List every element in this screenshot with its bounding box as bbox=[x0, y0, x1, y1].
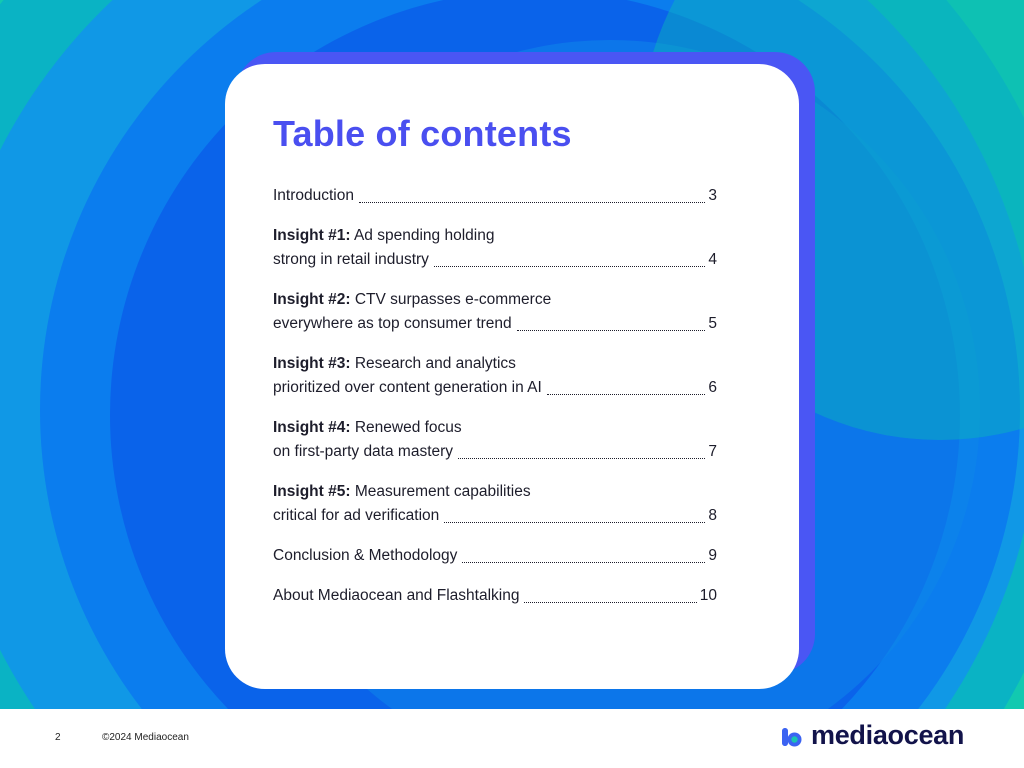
toc-entry-label: Insight #2: bbox=[273, 291, 351, 308]
toc-entry-insight-5[interactable] bbox=[273, 480, 717, 528]
toc-page-number: 8 bbox=[708, 507, 717, 524]
dot-leader bbox=[444, 522, 705, 523]
toc-entry-insight-4[interactable] bbox=[273, 416, 717, 464]
dot-leader bbox=[434, 266, 705, 267]
toc-entry-text: strong in retail industry bbox=[273, 251, 429, 268]
toc-entry-about[interactable] bbox=[273, 584, 717, 608]
toc-entry-text: everywhere as top consumer trend bbox=[273, 315, 512, 332]
mediaocean-logo bbox=[778, 722, 964, 749]
toc-entry-heading: Ad spending holding bbox=[350, 227, 495, 244]
toc-page-number: 5 bbox=[708, 315, 717, 332]
logo-wordmark: mediaocean bbox=[811, 720, 965, 750]
toc-entry-text: Conclusion & Methodology bbox=[273, 547, 458, 564]
toc-entry-text: critical for ad verification bbox=[273, 507, 440, 524]
toc-entry-heading: Renewed focus bbox=[350, 419, 462, 436]
toc-entry-introduction[interactable] bbox=[273, 184, 717, 208]
dot-leader bbox=[517, 330, 706, 331]
toc-list bbox=[273, 184, 717, 608]
toc-entry-text: About Mediaocean and Flashtalking bbox=[273, 587, 520, 604]
dot-leader bbox=[524, 602, 696, 603]
toc-page-number: 4 bbox=[708, 251, 717, 268]
toc-entry-insight-2[interactable] bbox=[273, 288, 717, 336]
toc-entry-text: prioritized over content generation in AI bbox=[273, 379, 542, 396]
footer-copyright: ©2024 Mediaocean bbox=[102, 732, 189, 743]
toc-entry-text: on first-party data mastery bbox=[273, 443, 454, 460]
toc-page-number: 6 bbox=[708, 379, 717, 396]
toc-entry-label: Insight #3: bbox=[273, 355, 351, 372]
toc-title: Table of contents bbox=[273, 113, 572, 154]
toc-entry-conclusion[interactable] bbox=[273, 544, 717, 568]
toc-entry-label: Insight #1: bbox=[273, 227, 351, 244]
toc-entry-insight-1[interactable] bbox=[273, 224, 717, 272]
toc-page-number: 3 bbox=[708, 187, 717, 204]
dot-leader bbox=[359, 202, 705, 203]
toc-page-number: 9 bbox=[708, 547, 717, 564]
toc-page-number: 7 bbox=[708, 443, 717, 460]
dot-leader bbox=[462, 562, 705, 563]
toc-page-number: 10 bbox=[699, 587, 717, 604]
toc-entry-text: Introduction bbox=[273, 187, 354, 204]
toc-entry-insight-3[interactable] bbox=[273, 352, 717, 400]
footer-page-number: 2 bbox=[55, 732, 61, 743]
toc-entry-heading: CTV surpasses e-commerce bbox=[350, 291, 552, 308]
toc-entry-heading: Research and analytics bbox=[350, 355, 516, 372]
toc-entry-heading: Measurement capabilities bbox=[350, 483, 531, 500]
toc-entry-label: Insight #4: bbox=[273, 419, 351, 436]
mediaocean-logo-icon bbox=[778, 723, 804, 749]
dot-leader bbox=[458, 458, 705, 459]
dot-leader bbox=[547, 394, 706, 395]
toc-entry-label: Insight #5: bbox=[273, 483, 351, 500]
